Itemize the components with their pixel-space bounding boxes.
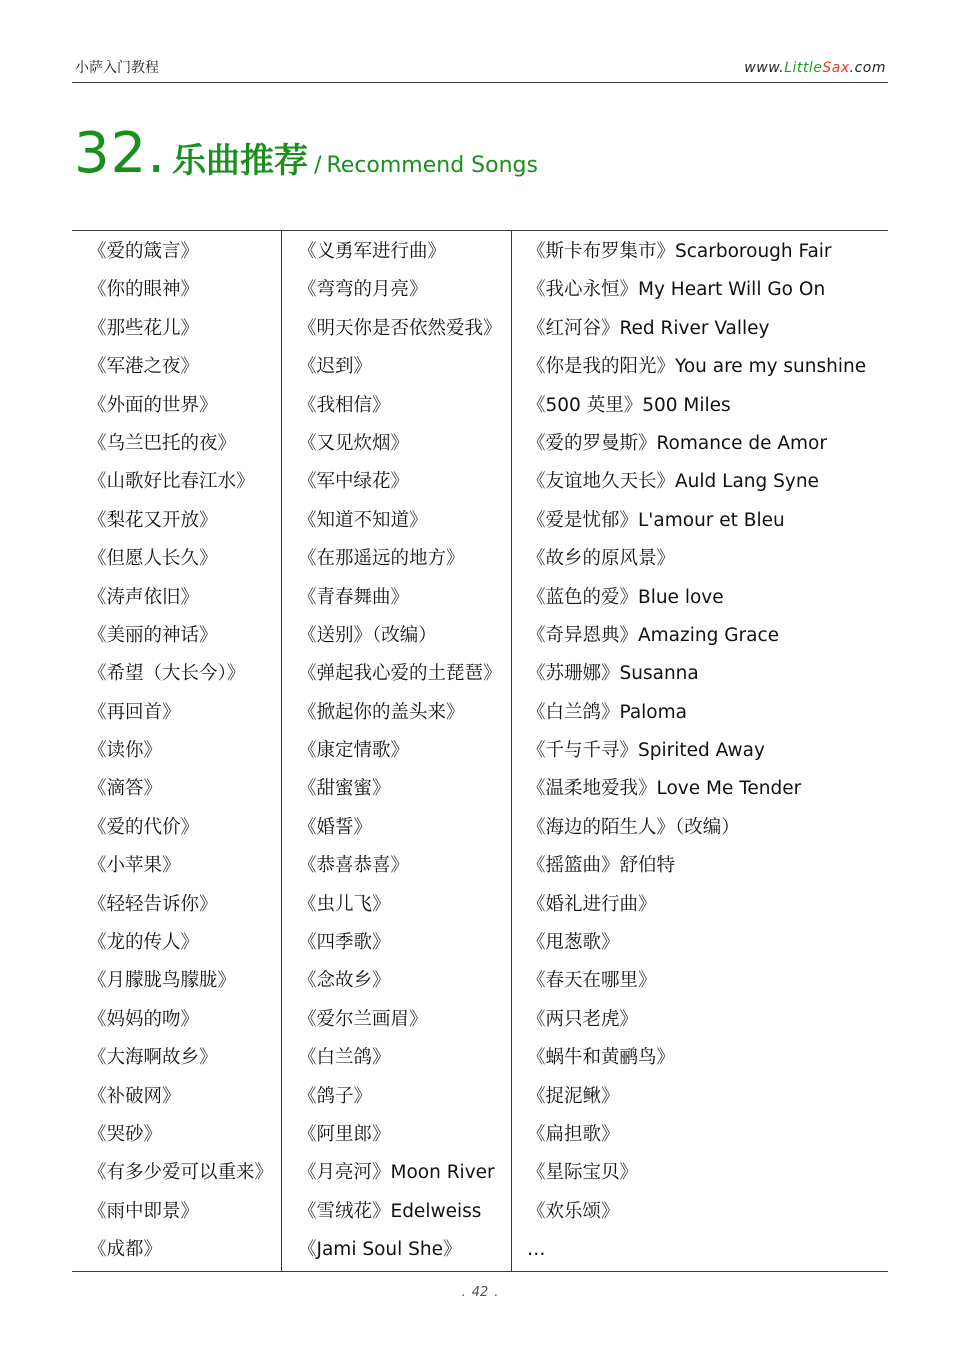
song-list-item: 《星际宝贝》: [527, 1162, 639, 1184]
song-list-item: …: [527, 1239, 546, 1261]
song-list-item: 《摇篮曲》舒伯特: [527, 855, 676, 877]
song-list-item: 《你的眼神》: [88, 279, 200, 301]
song-list-item: 《涛声依旧》: [88, 586, 200, 608]
song-list-item: 《斯卡布罗集市》Scarborough Fair: [527, 241, 832, 262]
chapter-title-chinese: 乐曲推荐: [172, 141, 309, 181]
song-list-item: 《千与千寻》Spirited Away: [527, 740, 765, 762]
song-list-item: 《大海啊故乡》: [88, 1047, 218, 1069]
song-list-item: 《扁担歌》: [527, 1123, 620, 1145]
song-list-item: 《故乡的原风景》: [527, 548, 676, 570]
song-list-item: 《红河谷》Red River Valley: [527, 317, 770, 339]
song-list-item: 《再回首》: [88, 701, 181, 723]
song-list-item: 《白兰鸽》: [298, 1047, 391, 1069]
song-list-item: 《月朦胧鸟朦胧》: [88, 970, 237, 992]
website-address: [744, 58, 886, 78]
song-column-1: [88, 233, 273, 1270]
song-list-item: 《送别》（改编）: [298, 624, 437, 646]
title-separator: /: [314, 153, 322, 178]
song-list-item: 《龙的传人》: [88, 932, 200, 954]
song-list-item: 《乌兰巴托的夜》: [88, 432, 237, 454]
song-list-item: 《弯弯的月亮》: [298, 279, 428, 301]
song-list-item: 《康定情歌》: [298, 740, 410, 762]
song-list-item: 《希望（大长今）》: [88, 663, 246, 685]
footer-dot: .: [461, 1285, 466, 1300]
song-list-item: 《Jami Soul She》: [298, 1239, 462, 1261]
song-list-item: 《掀起你的盖头来》: [298, 701, 465, 723]
song-list-item: 《小苹果》: [88, 855, 181, 877]
song-list-item: 《爱的罗曼斯》Romance de Amor: [527, 432, 827, 454]
song-list-item: 《美丽的神话》: [88, 624, 218, 646]
song-list-item: 《蜗牛和黄鹂鸟》: [527, 1047, 676, 1069]
song-list-item: 《有多少爱可以重来》: [88, 1162, 274, 1184]
song-list-item: 《爱是忧郁》L'amour et Bleu: [527, 509, 785, 531]
song-list-item: 《海边的陌生人》（改编）: [527, 816, 740, 838]
song-list-item: 《阿里郎》: [298, 1123, 391, 1145]
song-list-item: 《欢乐颂》: [527, 1200, 620, 1222]
column-divider: [511, 231, 512, 1271]
website-suffix: .com: [849, 60, 886, 76]
song-list-item: 《义勇军进行曲》: [298, 241, 447, 262]
song-list-item: 《军中绿花》: [298, 471, 410, 493]
chapter-number: 32.: [74, 121, 167, 186]
website-brand-sax: Sax: [822, 60, 850, 76]
song-column-3: [527, 233, 866, 1270]
chapter-title-english: Recommend Songs: [326, 153, 538, 178]
song-list-item: 《恭喜恭喜》: [298, 855, 410, 877]
song-list-item: 《读你》: [88, 740, 163, 762]
song-list-item: 《妈妈的吻》: [88, 1008, 200, 1030]
song-list-item: 《你是我的阳光》You are my sunshine: [527, 356, 867, 378]
song-list-item: 《知道不知道》: [298, 509, 428, 531]
song-list-item: 《我心永恒》My Heart Will Go On: [527, 279, 826, 301]
header-divider: [72, 82, 888, 83]
song-list-item: 《甜蜜蜜》: [298, 778, 391, 800]
song-list-item: 《春天在哪里》: [527, 970, 657, 992]
song-list-item: 《500 英里》500 Miles: [527, 394, 731, 416]
song-list-item: 《山歌好比春江水》: [88, 471, 255, 493]
song-list-item: 《鸽子》: [298, 1085, 373, 1107]
song-list-item: 《青春舞曲》: [298, 586, 410, 608]
song-list-item: 《弹起我心爱的土琵琶》: [298, 663, 502, 685]
song-list-item: 《外面的世界》: [88, 394, 218, 416]
song-list-item: 《爱的箴言》: [88, 241, 200, 262]
song-list-item: 《明天你是否依然爱我》: [298, 317, 502, 339]
song-list-item: 《两只老虎》: [527, 1008, 639, 1030]
song-list-item: 《奇异恩典》Amazing Grace: [527, 624, 780, 646]
song-list-item: 《哭砂》: [88, 1123, 163, 1145]
song-list-item: 《梨花又开放》: [88, 509, 218, 531]
footer-dot: .: [494, 1285, 499, 1300]
song-list-item: 《月亮河》Moon River: [298, 1162, 495, 1184]
song-list-item: 《迟到》: [298, 356, 373, 378]
song-list-item: 《婚礼进行曲》: [527, 893, 657, 915]
song-list-item: 《我相信》: [298, 394, 391, 416]
song-list-item: 《那些花儿》: [88, 317, 200, 339]
book-title: 小萨入门教程: [75, 60, 159, 76]
song-list-item: 《虫儿飞》: [298, 893, 391, 915]
song-list-item: 《雪绒花》Edelweiss: [298, 1200, 482, 1222]
song-list-item: 《补破网》: [88, 1085, 181, 1107]
song-column-2: [298, 233, 502, 1270]
column-divider: [281, 231, 282, 1271]
song-list-item: 《又见炊烟》: [298, 432, 410, 454]
chapter-title: [74, 121, 538, 186]
website-brand-little: Little: [784, 60, 823, 76]
song-list-item: 《四季歌》: [298, 932, 391, 954]
page-number: 42: [471, 1285, 489, 1300]
song-list-item: 《在那遥远的地方》: [298, 548, 465, 570]
song-list-item: 《蓝色的爱》Blue love: [527, 586, 724, 608]
song-list-item: 《轻轻告诉你》: [88, 893, 218, 915]
song-list-item: 《婚誓》: [298, 816, 373, 838]
song-list-item: 《滴答》: [88, 778, 163, 800]
song-list-item: 《爱尔兰画眉》: [298, 1008, 428, 1030]
song-list-item: 《爱的代价》: [88, 816, 200, 838]
song-list-item: 《念故乡》: [298, 970, 391, 992]
song-list-item: 《友谊地久天长》Auld Lang Syne: [527, 471, 819, 493]
song-list-item: 《甩葱歌》: [527, 932, 620, 954]
song-list-item: 《雨中即景》: [88, 1200, 200, 1222]
song-table: [72, 230, 888, 1272]
song-list-item: 《成都》: [88, 1239, 163, 1261]
page-footer: [0, 1284, 960, 1302]
song-list-item: 《苏珊娜》Susanna: [527, 663, 699, 685]
song-list-item: 《军港之夜》: [88, 356, 200, 378]
song-list-item: 《但愿人长久》: [88, 548, 218, 570]
song-list-item: 《捉泥鳅》: [527, 1085, 620, 1107]
song-list-item: 《温柔地爱我》Love Me Tender: [527, 778, 802, 800]
song-list-item: 《白兰鸽》Paloma: [527, 701, 687, 723]
website-prefix: www.: [744, 60, 785, 76]
